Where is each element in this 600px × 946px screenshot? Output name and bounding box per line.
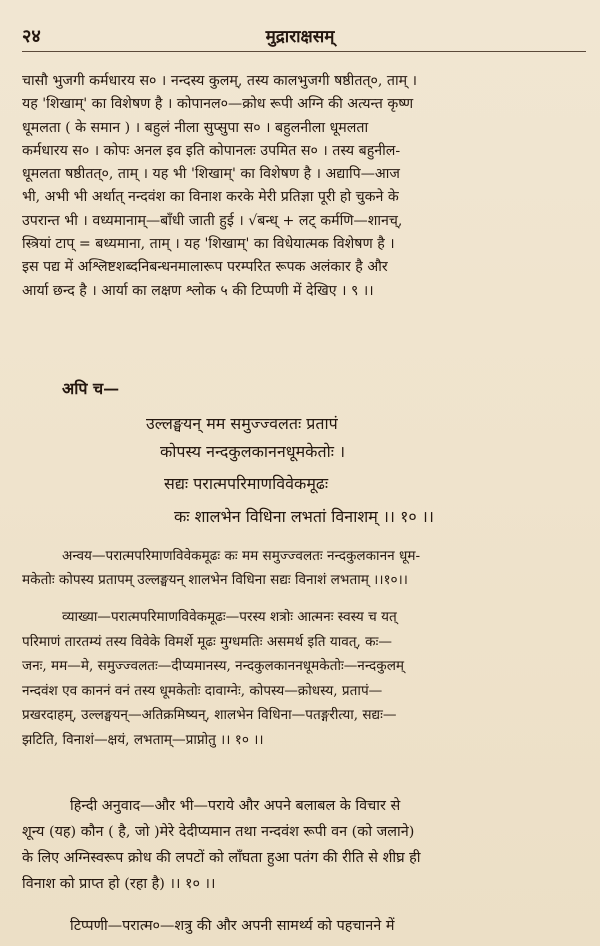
text-line: अन्वय—परात्मपरिमाणविवेकमूढः कः मम समुज्ज्वलतः नन्दकुलकानन धूम- [62, 548, 421, 564]
text-line: व्याख्या—परात्मपरिमाणविवेकमूढः—परस्य शत्रोः आत्मनः स्वस्य च यत् [62, 609, 397, 625]
text-line: चासौ भुजगी कर्मधारय स० । नन्दस्य कुलम्, तस्य कालभुजगी षष्ठीतत्०, ताम् । [22, 73, 418, 89]
text-line: आर्या छन्द है । आर्या का लक्षण श्लोक ५ की टिप्पणी में देखिए । ९ ।। [22, 282, 374, 299]
verse-line-1: उल्लङ्घयन् मम समुज्ज्वलतः प्रतापं [146, 414, 338, 433]
commentary-paragraph [22, 70, 586, 303]
verse-line-2: कोपस्य नन्दकुलकाननधूमकेतोः । [160, 442, 346, 461]
text-line: धूमलता षष्ठीतत्०, ताम् । यह भी 'शिखाम्' का विशेषण है । अद्यापि—आज [22, 166, 400, 183]
tippani-paragraph [22, 913, 586, 939]
text-line: कर्मधारय स० । कोपः अनल इव इति कोपानलः उपमित स० । तस्य बहुनील- [22, 142, 401, 159]
text-line: प्रखरदाहम्, उल्लङ्घयन्—अतिक्रमिष्यन्, शालभेन विधिना—पतङ्गरीत्या, सद्यः— [22, 707, 397, 723]
text-line: हिन्दी अनुवाद—और भी—पराये और अपने बलाबल के विचार से [70, 798, 401, 814]
text-line: के लिए अग्निस्वरूप क्रोध की लपटों को लाँघता हुआ पतंग की रीति से शीघ्र ही [22, 850, 421, 866]
hindi-translation-paragraph [22, 793, 586, 897]
api-ca-heading: अपि च— [62, 379, 120, 398]
text-line: शून्य (यह) कौन ( है, जो )मेरे देदीप्यमान तथा नन्दवंश रूपी वन (को जलाने) [22, 824, 415, 840]
verse-line-3: सद्यः परात्मपरिमाणविवेकमूढः [164, 474, 329, 493]
text-line: इस पद्य में अश्लिष्टशब्दनिबन्धनमालारूप परम्परित रूपक अलंकार है और [22, 259, 388, 276]
running-title: मुद्राराक्षसम् [265, 27, 335, 47]
text-line: टिप्पणी—परात्म०—शत्रु की और अपनी सामर्थ्य को पहचानने में [70, 918, 395, 934]
text-line: नन्दवंश एव काननं वनं तस्य धूमकेतोः दावाग्नेः, कोपस्य—क्रोधस्य, प्रतापं— [22, 682, 383, 699]
text-line: भी, अभी भी अर्थात् नन्दवंश का विनाश करके मेरी प्रतिज्ञा पूरी हो चुकने के [22, 189, 399, 206]
verse-line-4: कः शालभेन विधिना लभतां विनाशम् ।। १० ।। [174, 507, 434, 526]
text-line: स्त्रियां टाप् = बध्यमाना, ताम् । यह 'शिखाम्' का विधेयात्मक विशेषण है । [22, 236, 395, 253]
text-line: मकेतोः कोपस्य प्रतापम् उल्लङ्घयन् शालभेन विधिना सद्यः विनाशं लभताम् ।।१०।। [22, 572, 408, 588]
text-line: परिमाणं तारतम्यं तस्य विवेके विमर्शे मूढः मुग्धमतिः असमर्थ इति यावत्, कः— [22, 633, 392, 650]
text-line: जनः, मम—मे, समुज्ज्वलतः—दीप्यमानस्य, नन्दकुलकाननधूमकेतोः—नन्दकुलम् [22, 658, 405, 674]
vyakhya-paragraph [22, 605, 586, 752]
anvaya-paragraph [22, 544, 586, 592]
page-header [0, 24, 600, 54]
header-rule [22, 51, 586, 52]
text-line: झटिति, विनाशं—क्षयं, लभताम्—प्राप्नोतु ।। १० ।। [22, 731, 264, 748]
text-line: उपरान्त भी । वध्यमानाम्—बाँधी जाती हुई । √बन्ध् + लट् कर्मणि—शानच्, [22, 212, 403, 229]
page-number: २४ [22, 26, 41, 47]
text-line: यह 'शिखाम्' का विशेषण है । कोपानल०—क्रोध रूपी अग्नि की अत्यन्त कृष्ण [22, 96, 414, 113]
text-line: धूमलता ( के समान ) । बहुलं नीला सुप्सुपा स० । बहुलनीला धूमलता [22, 119, 369, 136]
text-line: विनाश को प्राप्त हो (रहा है) ।। १० ।। [22, 876, 216, 892]
